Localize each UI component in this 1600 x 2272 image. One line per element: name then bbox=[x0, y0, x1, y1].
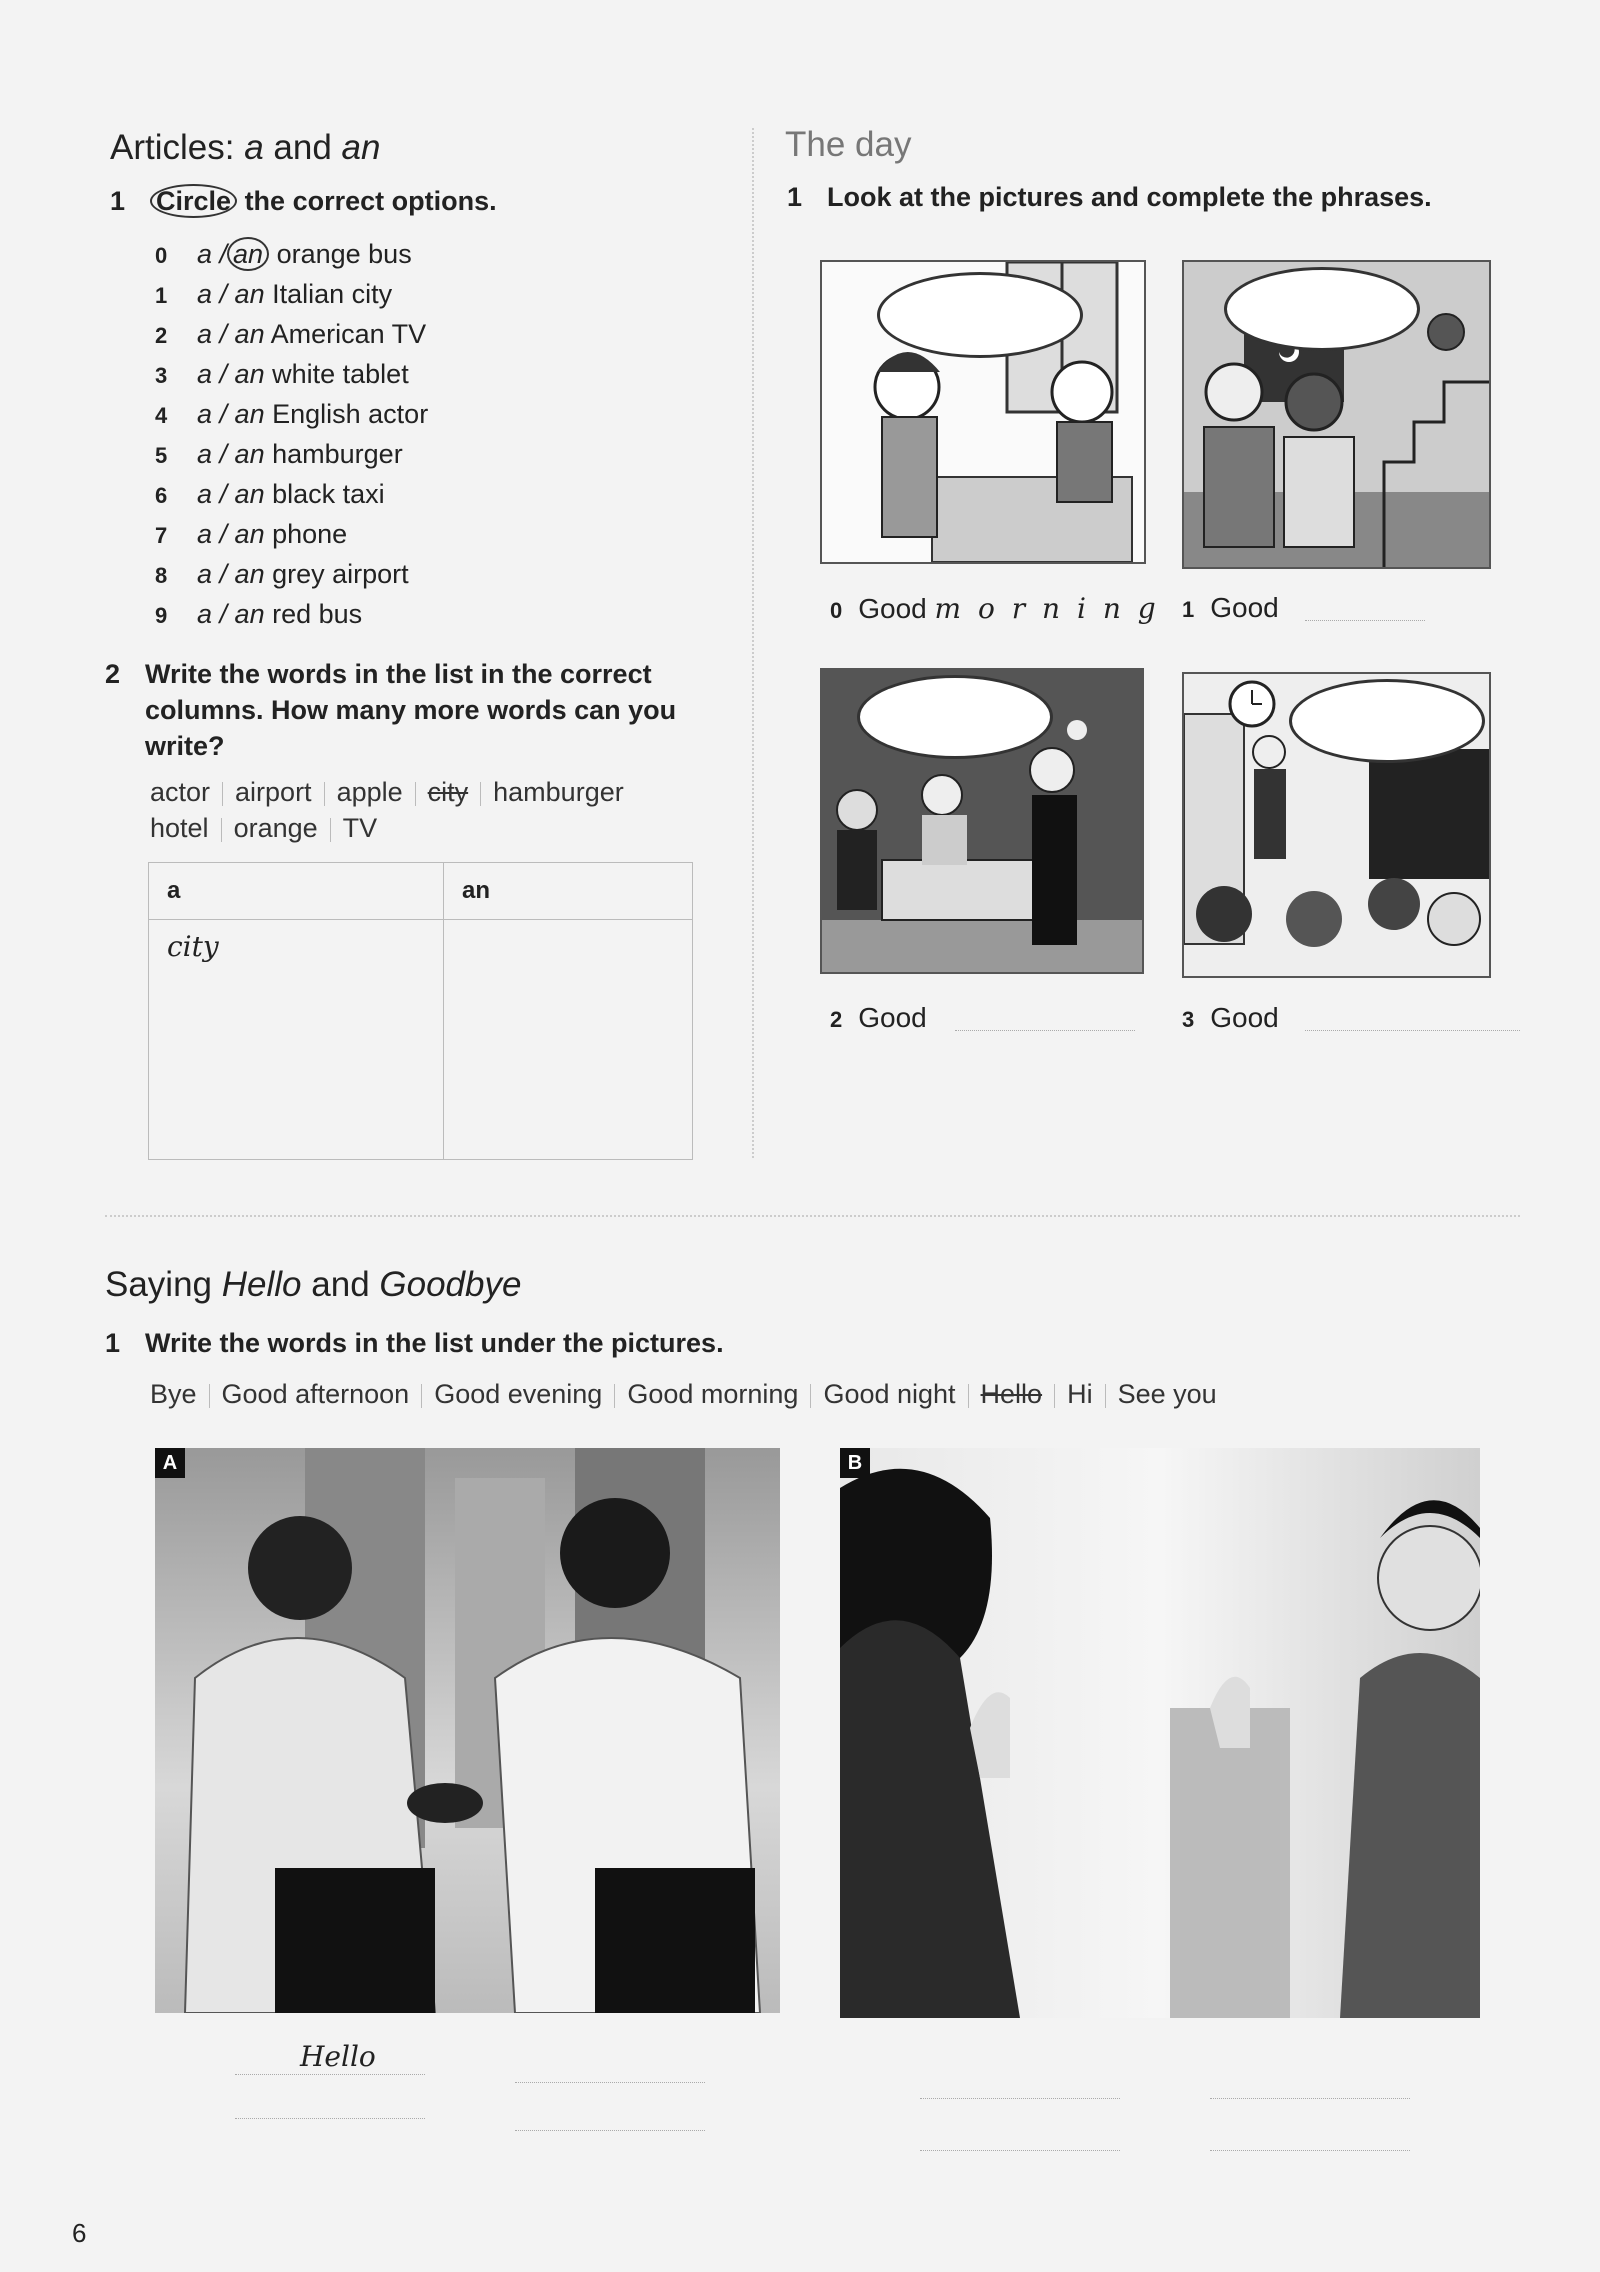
word: See you bbox=[1117, 1379, 1217, 1409]
day-caption-1: 1 Good bbox=[1182, 592, 1279, 623]
day-caption-2: 2 Good bbox=[830, 1002, 927, 1033]
answer-line[interactable] bbox=[920, 2150, 1120, 2151]
word: hamburger bbox=[493, 777, 624, 807]
section-divider bbox=[105, 1215, 1520, 1217]
list-item[interactable]: 1 a / an Italian city bbox=[155, 279, 393, 309]
illustration-night bbox=[1182, 260, 1491, 569]
word: airport bbox=[235, 777, 312, 807]
word: orange bbox=[233, 813, 318, 843]
word: Good evening bbox=[434, 1379, 603, 1409]
word: apple bbox=[336, 777, 403, 807]
word: Bye bbox=[150, 1379, 197, 1409]
articles-ex2-instruction: 2 Write the words in the list in the correct columns. How many more words can you write? bbox=[105, 659, 677, 761]
list-item[interactable]: 2 a / an American TV bbox=[155, 319, 427, 349]
illustration-morning bbox=[820, 260, 1146, 564]
answer-line[interactable] bbox=[235, 2118, 425, 2119]
word: Good night bbox=[823, 1379, 956, 1409]
speech-bubble bbox=[857, 675, 1053, 759]
articles-ex1-list bbox=[155, 234, 575, 634]
articles-columns-table bbox=[148, 862, 693, 1160]
day-caption-3: 3 Good bbox=[1182, 1002, 1279, 1033]
answer-line[interactable] bbox=[235, 2074, 425, 2075]
speech-bubble bbox=[1224, 267, 1420, 351]
word: Good afternoon bbox=[221, 1379, 410, 1409]
column-an-cell[interactable] bbox=[444, 920, 693, 1160]
answer-line[interactable] bbox=[1210, 2150, 1410, 2151]
articles-title bbox=[110, 128, 380, 168]
illustration-evening bbox=[820, 668, 1144, 974]
answer-line[interactable] bbox=[1210, 2098, 1410, 2099]
answer-line[interactable] bbox=[955, 1030, 1135, 1031]
example-answer: city bbox=[167, 930, 219, 963]
list-item[interactable]: 5 a / an hamburger bbox=[155, 439, 403, 469]
speech-bubble bbox=[1289, 679, 1485, 763]
list-item[interactable]: 7 a / an phone bbox=[155, 519, 348, 549]
word: hotel bbox=[150, 813, 209, 843]
column-header-an: an bbox=[444, 863, 693, 920]
list-item[interactable]: 6 a / an black taxi bbox=[155, 479, 385, 509]
handshake-photo-icon bbox=[155, 1448, 780, 2013]
speech-bubble bbox=[877, 272, 1083, 358]
greetings-ex1-instruction: 1 Write the words in the list under the pictures. bbox=[105, 1328, 724, 1358]
day-title: The day bbox=[785, 125, 912, 164]
day-ex1-instruction: 1 Look at the pictures and complete the phrases. bbox=[787, 182, 1432, 212]
answer-line[interactable] bbox=[1305, 1030, 1520, 1031]
column-divider bbox=[752, 128, 754, 1158]
circle-word: Circle bbox=[150, 184, 237, 218]
greetings-title: Saying Hello and Goodbye bbox=[105, 1265, 522, 1304]
list-item[interactable]: 8 a / an grey airport bbox=[155, 559, 409, 589]
list-item[interactable]: 4 a / an English actor bbox=[155, 399, 429, 429]
list-item[interactable]: 3 a / an white tablet bbox=[155, 359, 409, 389]
list-item[interactable]: 9 a / an red bus bbox=[155, 599, 363, 629]
column-a-cell[interactable] bbox=[149, 920, 444, 1160]
photo-label-a: A bbox=[155, 1448, 185, 1478]
word: Hi bbox=[1067, 1379, 1093, 1409]
illustration-afternoon bbox=[1182, 672, 1491, 978]
example-answer: m o r n i n g bbox=[934, 592, 1160, 625]
column-header-a: a bbox=[149, 863, 444, 920]
photo-b-wave bbox=[840, 1448, 1480, 2018]
greetings-word-list bbox=[150, 1376, 1450, 1412]
articles-word-list bbox=[150, 774, 710, 846]
word-crossed: city bbox=[427, 777, 469, 807]
word: Good morning bbox=[627, 1379, 799, 1409]
articles-title-text: Articles: a and an bbox=[110, 128, 381, 167]
word: actor bbox=[150, 777, 211, 807]
page-number: 6 bbox=[72, 2218, 87, 2248]
articles-ex1-instruction: 1 Circle the correct options. bbox=[110, 186, 497, 216]
list-item: 0 a / an orange bus bbox=[155, 239, 412, 269]
word: TV bbox=[342, 813, 378, 843]
answer-line[interactable] bbox=[920, 2098, 1120, 2099]
answer-line[interactable] bbox=[515, 2130, 705, 2131]
photo-label-b: B bbox=[840, 1448, 870, 1478]
example-answer: Hello bbox=[300, 2040, 376, 2073]
wave-photo-icon bbox=[840, 1448, 1480, 2018]
circled-answer: an bbox=[227, 237, 269, 271]
answer-line[interactable] bbox=[515, 2082, 705, 2083]
word-crossed: Hello bbox=[980, 1379, 1043, 1409]
photo-a-handshake bbox=[155, 1448, 780, 2013]
day-caption-0: 0 Good m o r n i n g bbox=[830, 592, 1160, 625]
answer-line[interactable] bbox=[1305, 620, 1425, 621]
